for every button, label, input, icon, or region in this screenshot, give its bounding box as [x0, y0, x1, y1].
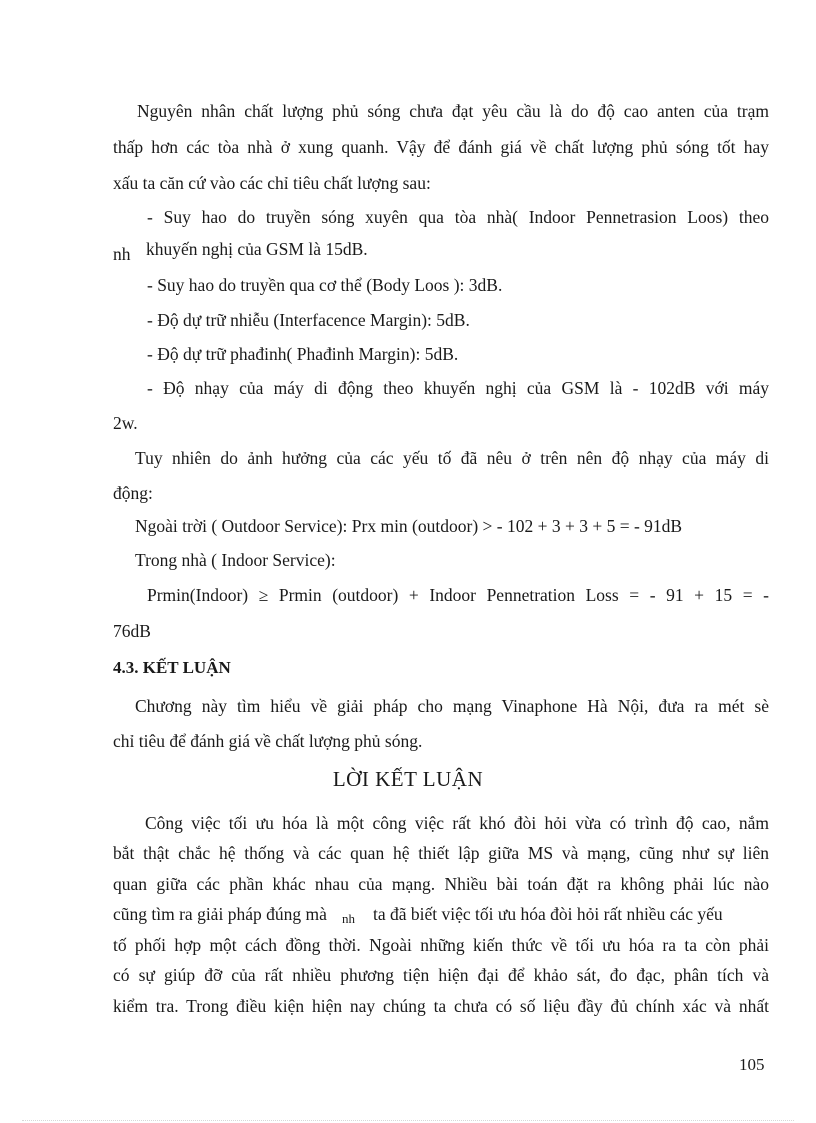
- bullet5-line1: - Độ nhạy của máy di động theo khuyến nghị của GSM là - 102dB với máy: [147, 378, 769, 398]
- bullet4: - Độ dự trữ phađinh( Phađinh Margin): 5dB.: [147, 344, 459, 364]
- para4-line4-subscript: nh: [342, 911, 355, 926]
- outdoor-formula: Ngoài trời ( Outdoor Service): Prx min (outdoor) > - 102 + 3 + 3 + 5 = - 91dB: [135, 516, 683, 536]
- indoor-label: Trong nhà ( Indoor Service):: [135, 550, 336, 570]
- bullet2: - Suy hao do truyền qua cơ thể (Body Loos ): 3dB.: [147, 275, 503, 295]
- bullet5-line2: 2w.: [113, 413, 138, 433]
- para1-line3: xấu ta căn cứ vào các chỉ tiêu chất lượng sau:: [113, 173, 431, 193]
- bullet1-line1: - Suy hao do truyền sóng xuyên qua tòa nhà( Indoor Pennetrasion Loos) theo: [147, 207, 769, 227]
- para4-line1: Công việc tối ưu hóa là một công việc rất khó đòi hỏi vừa có trình độ cao, nắm: [145, 813, 769, 833]
- conclusion-title: LỜI KẾT LUẬN: [332, 767, 484, 791]
- bullet1-line2: khuyến nghị của GSM là 15dB.: [146, 239, 368, 259]
- bullet3: - Độ dự trữ nhiễu (Interfacence Margin): 5dB.: [147, 310, 470, 330]
- page-number: 105: [739, 1055, 765, 1074]
- para4-line3: quan giữa các phần khác nhau của mạng. Nhiều bài toán đặt ra không phải lúc nào: [113, 874, 769, 894]
- indoor-formula-line1: Prmin(Indoor) ≥ Prmin (outdoor) + Indoor Pennetration Loss = - 91 + 15 = -: [147, 585, 769, 605]
- para1-line1: Nguyên nhân chất lượng phủ sóng chưa đạt yêu cầu là do độ cao anten của trạm: [137, 101, 769, 121]
- para4-line4-start: cũng tìm ra giải pháp đúng mà: [113, 904, 327, 924]
- para2-line1: Tuy nhiên do ảnh hưởng của các yếu tố đã nêu ở trên nên độ nhạy của máy di: [135, 448, 769, 468]
- indoor-formula-line2: 76dB: [113, 621, 151, 641]
- para4-line5: tố phối hợp một cách đồng thời. Ngoài những kiến thức về tối ưu hóa ra ta còn phải: [113, 935, 769, 955]
- para2-line2: động:: [113, 483, 153, 503]
- para3-line1: Chương này tìm hiểu về giải pháp cho mạng Vinaphone Hà Nội, đưa ra mét sè: [135, 696, 769, 716]
- page-bottom-divider: [22, 1120, 794, 1121]
- para4-line2: bắt thật chắc hệ thống và các quan hệ thiết lập giữa MS và mạng, cũng như sự liên: [113, 843, 769, 863]
- section-heading: 4.3. KẾT LUẬN: [113, 658, 231, 677]
- para4-line4-end: ta đã biết việc tối ưu hóa đòi hỏi rất nhiều các yếu: [373, 904, 723, 924]
- bullet1-prefix: nh: [113, 244, 131, 264]
- para4-line6: có sự giúp đỡ của rất nhiều phương tiện hiện đại để khảo sát, đo đạc, phân tích và: [113, 965, 769, 985]
- para3-line2: chỉ tiêu để đánh giá về chất lượng phủ sóng.: [113, 731, 423, 751]
- para4-line7: kiểm tra. Trong điều kiện hiện nay chúng ta chưa có số liệu đầy đủ chính xác và nhất: [113, 996, 769, 1016]
- para1-line2: thấp hơn các tòa nhà ở xung quanh. Vậy để đánh giá về chất lượng phủ sóng tốt hay: [113, 137, 769, 157]
